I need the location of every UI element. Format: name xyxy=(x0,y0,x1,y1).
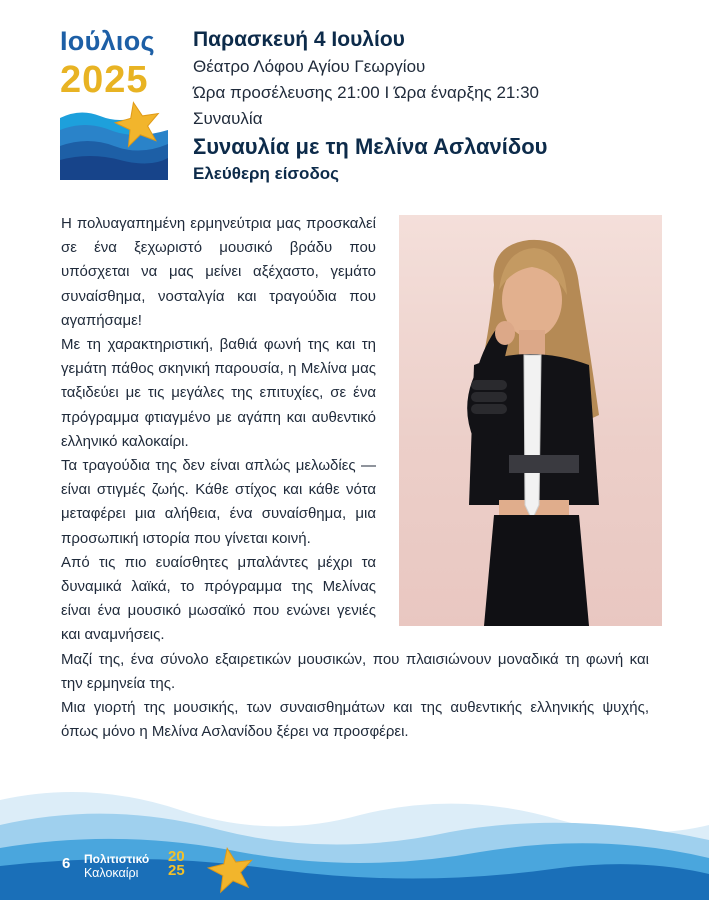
event-venue: Θέατρο Λόφου Αγίου Γεωργίου xyxy=(193,57,426,76)
brand-year xyxy=(168,850,192,878)
footer-waves xyxy=(0,770,709,900)
brand-line1: Πολιτιστικό xyxy=(84,852,150,866)
logo-month: Ιούλιος xyxy=(60,26,155,56)
brand-line2: Καλοκαίρι xyxy=(84,866,139,880)
page-number: 6 xyxy=(62,855,71,872)
logo-year: 2025 xyxy=(60,59,149,101)
festival-logo xyxy=(58,22,170,182)
event-header xyxy=(193,28,693,184)
event-title: Συναυλία με τη Μελίνα Ασλανίδου xyxy=(193,134,548,159)
logo-waves-art xyxy=(60,100,168,180)
paragraph: Τα τραγούδια της δεν είναι απλώς μελωδίες — είναι στιγμές ζωής. Κάθε στίχος και κάθε νότα μεταφέρει μια αλήθεια, ένα συναίσθημα, μια προσωπική ιστορία που γίνεται κοινή. xyxy=(61,457,376,547)
paragraph: Μαζί της, ένα σύνολο εξαιρετικών μουσικών, που πλαισιώνουν μοναδικά τη φωνή και την ερμηνεία της. xyxy=(61,650,649,692)
paragraph: Η πολυαγαπημένη ερμηνεύτρια μας προσκαλεί σε ένα ξεχωριστό μουσικό βράδυ που υπόσχεται να μας μείνει αξέχαστο, γεμάτο συναίσθημα, νοσταλγία και τραγούδια που αγαπήσαμε! xyxy=(61,215,376,329)
event-times: Ώρα προσέλευσης 21:00 Ι Ώρα έναρξης 21:30 xyxy=(193,83,540,102)
event-category: Συναυλία xyxy=(193,109,263,128)
article-body xyxy=(61,212,649,744)
event-entry: Ελεύθερη είσοδος xyxy=(193,164,339,183)
paragraph: Από τις πιο ευαίσθητες μπαλάντες μέχρι τα δυναμικά λαϊκά, το πρόγραμμα της Μελίνας είναι ένα μουσικό μωσαϊκό που ενώνει γενιές και αναμνήσεις. xyxy=(61,553,376,644)
paragraph: Με τη χαρακτηριστική, βαθιά φωνή της και τη γεμάτη πάθος σκηνική παρουσία, η Μελίνα μας ταξιδεύει με τις μεγάλες της επιτυχίες, σε ένα πρόγραμμα φτιαγμένο με αγάπη και αυθεντικό ελληνικό καλοκαίρι. xyxy=(61,336,376,450)
event-date: Παρασκευή 4 Ιουλίου xyxy=(193,28,405,51)
brand-year-bottom: 25 xyxy=(168,862,185,879)
paragraph: Μια γιορτή της μουσικής, των συναισθημάτων και της αυθεντικής ελληνικής ψυχής, όπως μόνο η Μελίνα Ασλανίδου ξέρει να προσφέρει. xyxy=(61,699,649,741)
brand-wordmark xyxy=(84,852,149,880)
brand-year-top: 20 xyxy=(168,848,185,865)
starfish-icon xyxy=(205,845,257,895)
